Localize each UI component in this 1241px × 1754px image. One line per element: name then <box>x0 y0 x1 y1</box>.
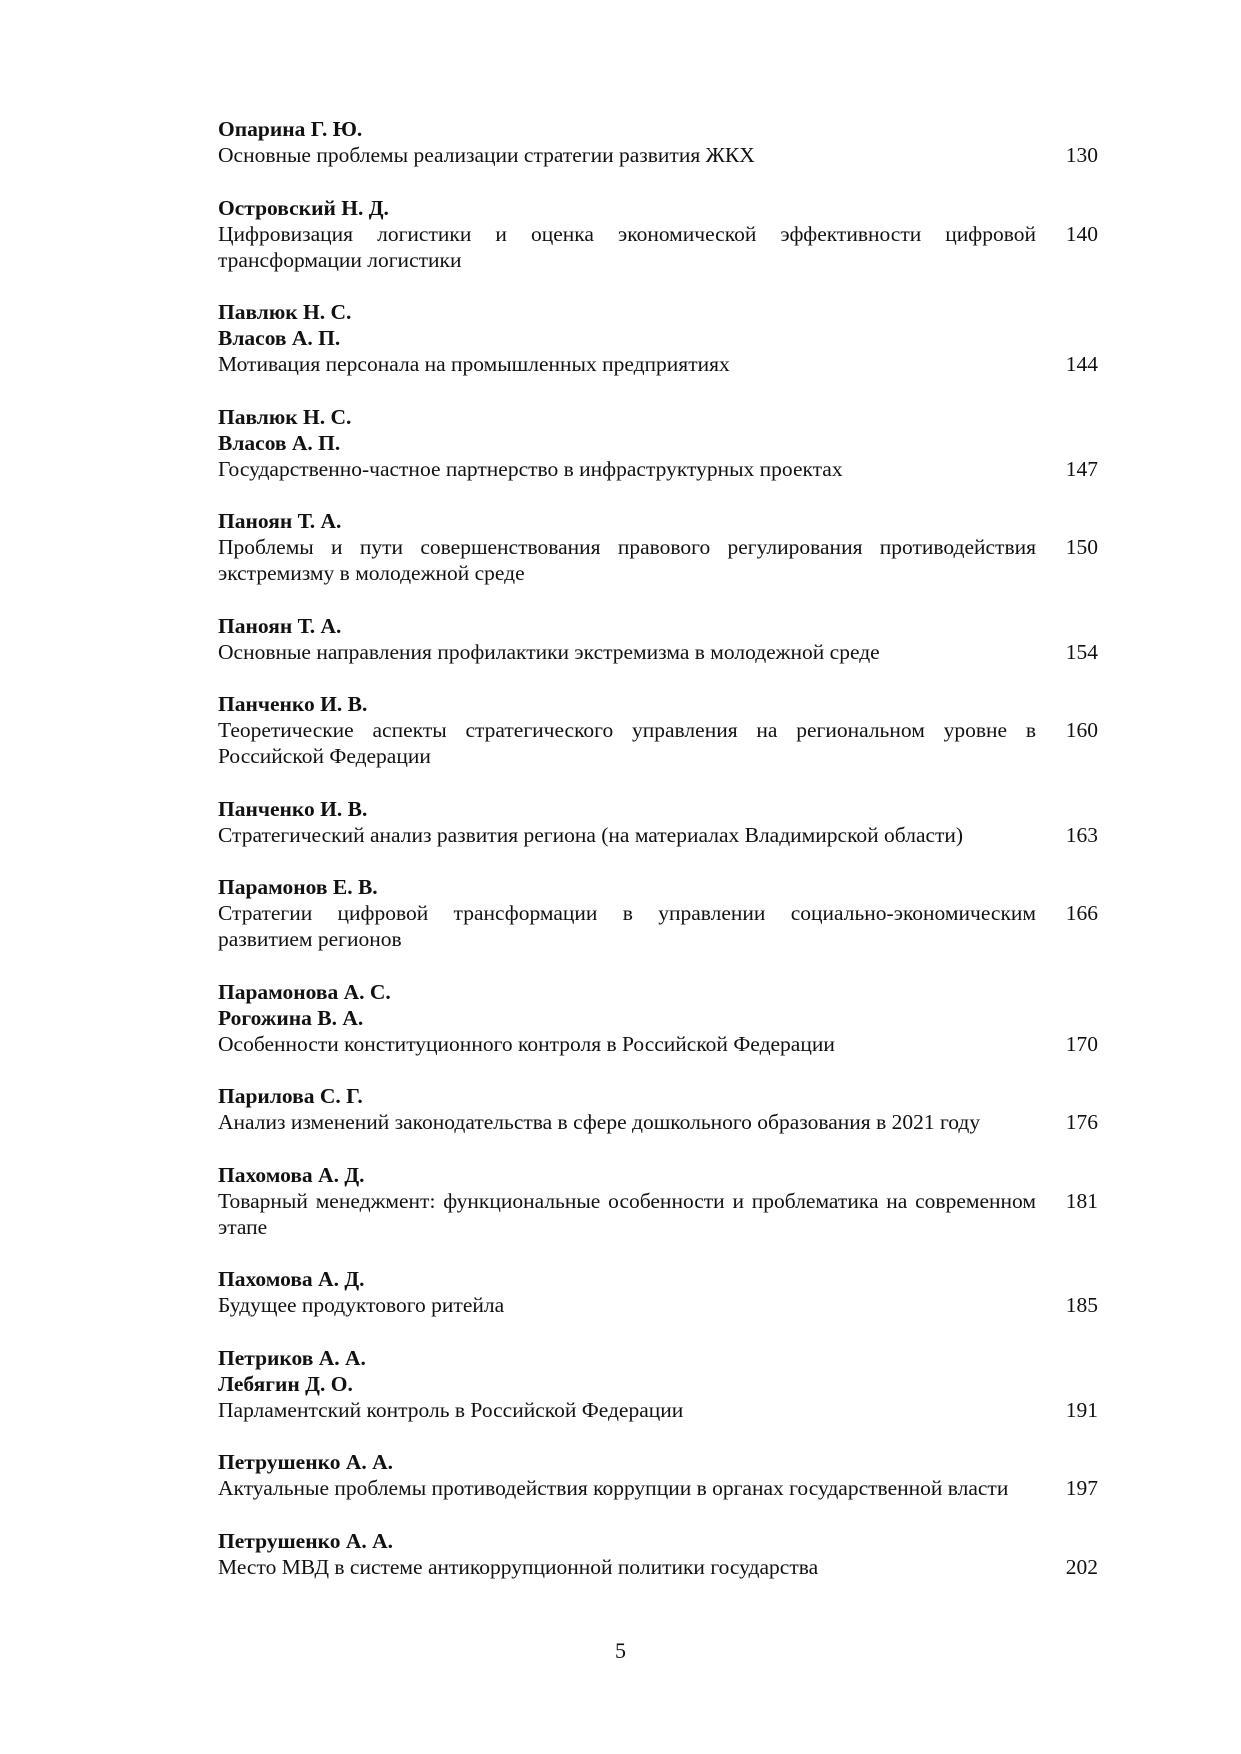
entry-title: Место МВД в системе антикоррупционной политики государства <box>218 1554 819 1579</box>
entry-author: Пахомова А. Д. <box>218 1267 365 1291</box>
table-of-contents <box>218 116 1098 1606</box>
entry-author: Павлюк Н. С. <box>218 300 352 324</box>
entry-title: Парламентский контроль в Российской Федерации <box>218 1397 684 1422</box>
entry-author: Пахомова А. Д. <box>218 1162 365 1187</box>
entry-title-row <box>218 1109 1098 1135</box>
entry-author: Лебягин Д. О. <box>218 1371 353 1396</box>
entry-author: Павлюк Н. С. <box>218 404 352 429</box>
toc-entry <box>218 116 1098 168</box>
entry-author: Паноян Т. А. <box>218 509 342 533</box>
entry-title-row <box>218 142 1098 168</box>
entry-page-number: 147 <box>1065 456 1098 481</box>
entry-page-number: 160 <box>1065 718 1098 742</box>
entry-page-number: 140 <box>1065 221 1098 246</box>
entry-title-row <box>218 639 1098 665</box>
entry-author: Петрушенко А. А. <box>218 1450 394 1474</box>
entry-title-row <box>218 1554 1098 1580</box>
entry-title-row <box>218 1188 1098 1240</box>
page-number: 5 <box>615 1638 626 1663</box>
entry-page-number: 176 <box>1065 1110 1098 1134</box>
entry-author: Власов А. П. <box>218 430 341 455</box>
entry-title: Основные направления профилактики экстремизма в молодежной среде <box>218 639 880 664</box>
entry-title: Особенности конституционного контроля в Российской Федерации <box>218 1031 835 1056</box>
toc-entry <box>218 508 1098 586</box>
toc-entry <box>218 195 1098 273</box>
entry-author: Парамонова А. С. <box>218 979 391 1004</box>
toc-entry <box>218 1528 1098 1580</box>
toc-entry <box>218 796 1098 848</box>
entry-title-row <box>218 456 1098 482</box>
entry-author: Рогожина В. А. <box>218 1005 364 1030</box>
toc-entry <box>218 1345 1098 1423</box>
toc-entry <box>218 613 1098 665</box>
entry-title-row <box>218 900 1098 952</box>
entry-page-number: 170 <box>1065 1031 1098 1056</box>
entry-title: Товарный менеджмент: функциональные особенности и проблематика на современном этапе <box>218 1188 1036 1239</box>
entry-title-row <box>218 221 1098 273</box>
entry-title-row <box>218 1292 1098 1318</box>
entry-author: Петриков А. А. <box>218 1345 366 1370</box>
entry-page-number: 130 <box>1065 143 1098 167</box>
entry-page-number: 150 <box>1065 535 1098 559</box>
entry-title: Анализ изменений законодательства в сфере дошкольного образования в 2021 году <box>218 1110 981 1134</box>
toc-entry <box>218 1449 1098 1501</box>
entry-title: Стратегический анализ развития региона (на материалах Владимирской области) <box>218 822 964 847</box>
toc-entry <box>218 979 1098 1057</box>
toc-entry <box>218 874 1098 952</box>
entry-title: Стратегии цифровой трансформации в управлении социально-экономическим развитием регионов <box>218 901 1036 951</box>
entry-title-row <box>218 534 1098 586</box>
entry-page-number: 202 <box>1065 1554 1098 1579</box>
entry-page-number: 185 <box>1065 1293 1098 1317</box>
toc-entry <box>218 1162 1098 1240</box>
entry-author: Опарина Г. Ю. <box>218 117 363 141</box>
entry-page-number: 163 <box>1065 822 1098 847</box>
entry-title-row <box>218 351 1098 377</box>
toc-entry <box>218 1083 1098 1135</box>
entry-title: Актуальные проблемы противодействия коррупции в органах государственной власти <box>218 1476 1009 1500</box>
entry-author: Парамонов Е. В. <box>218 875 378 899</box>
entry-author: Парилова С. Г. <box>218 1084 363 1108</box>
entry-title-row <box>218 1475 1098 1501</box>
entry-title: Теоретические аспекты стратегического управления на региональном уровне в Российской Федерации <box>218 718 1036 768</box>
entry-page-number: 166 <box>1065 901 1098 925</box>
entry-title: Государственно-частное партнерство в инфраструктурных проектах <box>218 456 843 481</box>
entry-title: Проблемы и пути совершенствования правового регулирования противодействия экстремизму в молодежной среде <box>218 535 1036 585</box>
entry-author: Петрушенко А. А. <box>218 1528 394 1553</box>
entry-title: Цифровизация логистики и оценка экономической эффективности цифровой трансформации логистики <box>218 221 1036 272</box>
entry-author: Островский Н. Д. <box>218 195 389 220</box>
entry-author: Паноян Т. А. <box>218 613 342 638</box>
entry-page-number: 191 <box>1065 1397 1098 1422</box>
entry-title: Будущее продуктового ритейла <box>218 1293 505 1317</box>
entry-title: Мотивация персонала на промышленных предприятиях <box>218 352 730 376</box>
entry-author: Панченко И. В. <box>218 796 368 821</box>
entry-author: Панченко И. В. <box>218 692 368 716</box>
entry-page-number: 144 <box>1065 352 1098 376</box>
toc-entry <box>218 691 1098 769</box>
entry-title-row <box>218 822 1098 848</box>
toc-entry <box>218 299 1098 377</box>
toc-entry <box>218 1266 1098 1318</box>
entry-title-row <box>218 1031 1098 1057</box>
entry-page-number: 181 <box>1065 1188 1098 1213</box>
entry-title-row <box>218 1397 1098 1423</box>
entry-title-row <box>218 717 1098 769</box>
toc-entry <box>218 404 1098 482</box>
entry-title: Основные проблемы реализации стратегии развития ЖКХ <box>218 143 755 167</box>
entry-page-number: 154 <box>1065 639 1098 664</box>
entry-author: Власов А. П. <box>218 326 341 350</box>
entry-page-number: 197 <box>1065 1476 1098 1500</box>
